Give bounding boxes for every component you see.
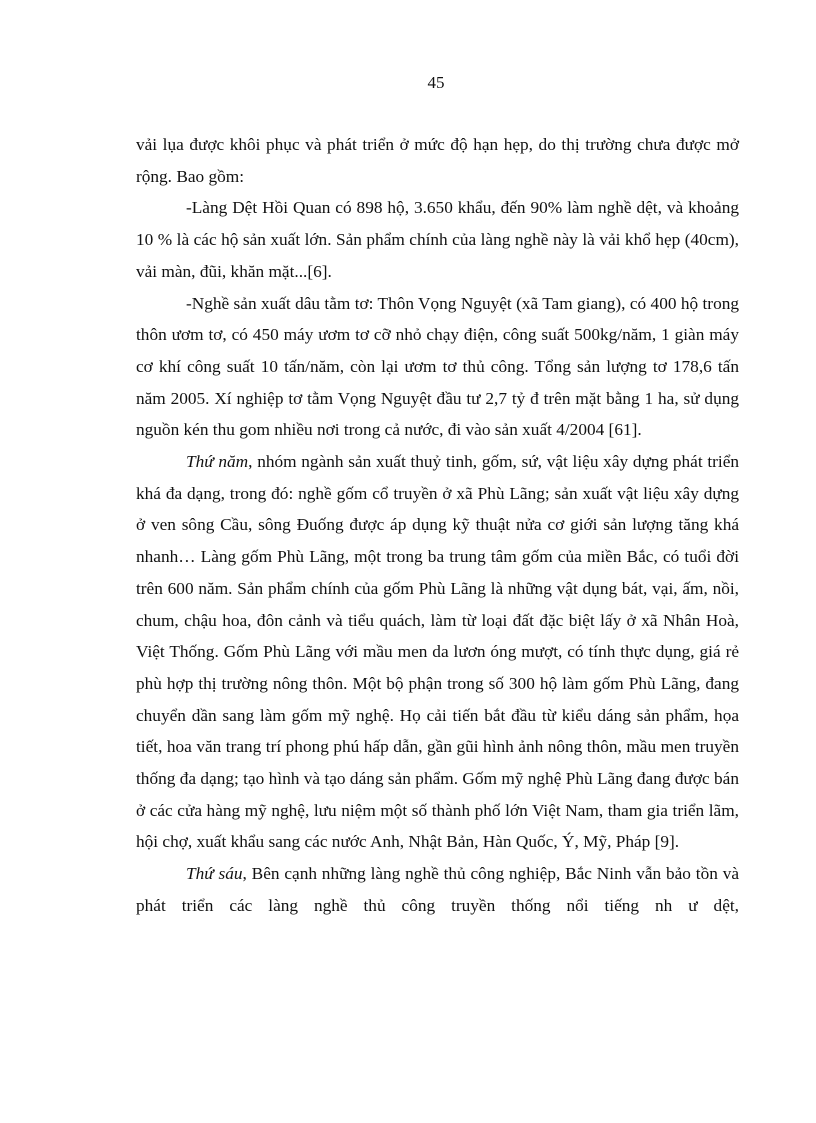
- paragraph-hoi-quan-text: -Làng Dệt Hồi Quan có 898 hộ, 3.650 khẩu, đến 90% làm nghề dệt, và khoảng 10 % là các hộ sản xuất lớn. Sản phẩm chính của làng nghề này là vải khổ hẹp (40cm), vải màn, đũi, khăn mặt...[6].: [136, 198, 739, 281]
- paragraph-thu-sau-text: , Bên cạnh những làng nghề thủ công nghiệp, Bắc Ninh vẫn bảo tồn và phát triển các làng nghề thủ công truyền thống nổi tiếng nh ư dệt,: [136, 864, 739, 915]
- paragraph-thu-nam: [136, 446, 739, 858]
- paragraph-1-text: vải lụa được khôi phục và phát triển ở mức độ hạn hẹp, do thị trường chưa được mở rộng. Bao gồm:: [136, 135, 739, 186]
- paragraph-1: [136, 129, 739, 192]
- paragraph-vong-nguyet: [136, 288, 739, 447]
- paragraph-hoi-quan: [136, 192, 739, 287]
- document-body: [136, 129, 739, 922]
- paragraph-thu-nam-lead: Thứ năm: [186, 452, 249, 472]
- paragraph-thu-sau: [136, 858, 739, 921]
- paragraph-vong-nguyet-text: -Nghề sản xuất dâu tằm tơ: Thôn Vọng Nguyệt (xã Tam giang), có 400 hộ trong thôn ươm tơ, có 450 máy ươm tơ cỡ nhỏ chạy điện, công suất 500kg/năm, 1 giàn máy cơ khí công suất 10 tấn/năm, còn lại ươm tơ thủ công. Tổng sản lượng tơ 178,6 tấn năm 2005. Xí nghiệp tơ tằm Vọng Nguyệt đầu tư 2,7 tỷ đ trên mặt bằng 1 ha, sử dụng nguồn kén thu gom nhiều nơi trong cả nước, đi vào sản xuất 4/2004 [61].: [136, 293, 739, 440]
- paragraph-thu-nam-text: , nhóm ngành sản xuất thuỷ tinh, gốm, sứ, vật liệu xây dựng phát triển khá đa dạng, trong đó: nghề gốm cổ truyền ở xã Phù Lãng; sản xuất vật liệu xây dựng ở ven sông Cầu, sông Đuống được áp dụng kỹ thuật nửa cơ giới sản lượng tăng khá nhanh… Làng gốm Phù Lãng, một trong ba trung tâm gốm của miền Bắc, có tuổi đời trên 600 năm. Sản phẩm chính của gốm Phù Lãng là những vật dụng bát, vại, ấm, nồi, chum, chậu hoa, đôn cảnh và tiểu quách, làm từ loại đất đặc biệt lấy ở xã Nhân Hoà, Việt Thống. Gốm Phù Lãng với mầu men da lươn óng mượt, có tính thực dụng, giá rẻ phù hợp thị trường nông thôn. Một bộ phận trong số 300 hộ làm gốm Phù Lãng, đang chuyển dần sang làm gốm mỹ nghệ. Họ cải tiến bắt đầu từ kiểu dáng sản phẩm, họa tiết, hoa văn trang trí phong phú hấp dẫn, gần gũi hình ảnh nông thôn, mầu men truyền thống đa dạng; tạo hình và tạo dáng sản phẩm. Gốm mỹ nghệ Phù Lãng đang được bán ở các cửa hàng mỹ nghệ, lưu niệm một số thành phố lớn Việt Nam, tham gia triển lãm, hội chợ, xuất khẩu sang các nước Anh, Nhật Bản, Hàn Quốc, Ý, Mỹ, Pháp [9].: [136, 452, 740, 852]
- paragraph-thu-sau-lead: Thứ sáu: [186, 864, 243, 884]
- page-number: 45: [427, 73, 445, 92]
